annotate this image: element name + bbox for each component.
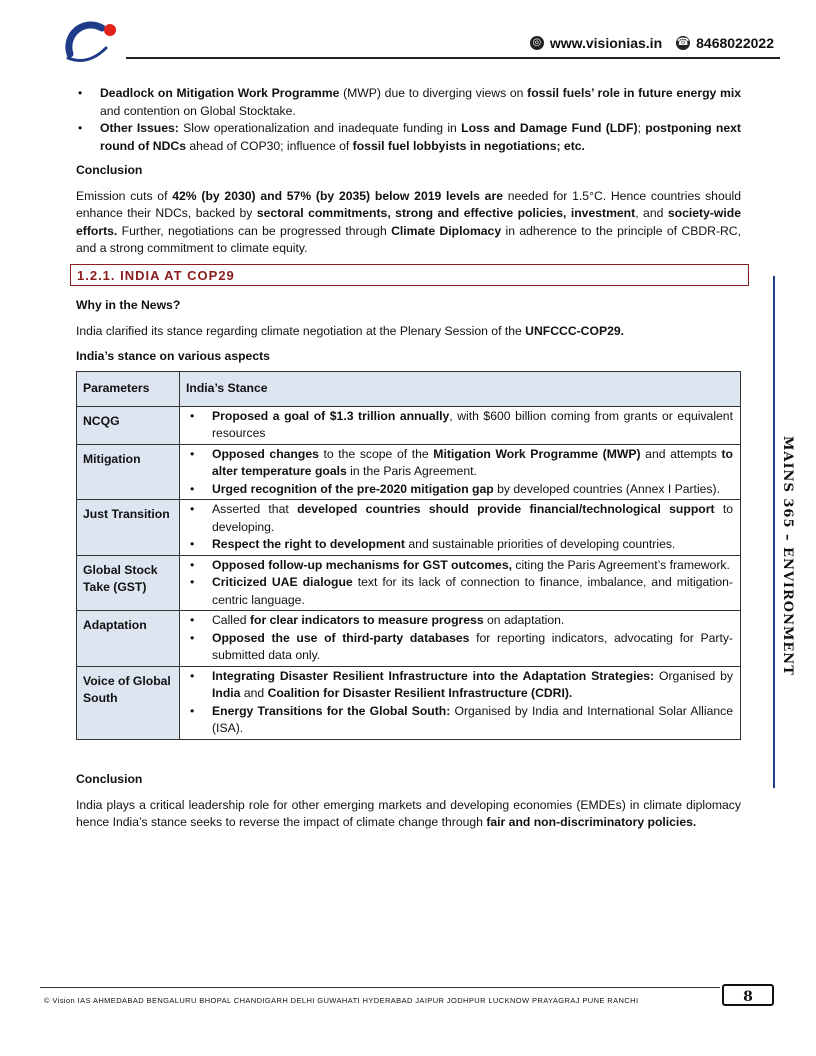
table-row	[77, 611, 741, 667]
stance-item	[186, 446, 733, 481]
table-body	[77, 406, 741, 739]
stance-cell	[180, 500, 741, 556]
text-run: (MWP) due to diverging views on	[339, 86, 528, 100]
text-run: and contention on Global Stocktake.	[100, 103, 296, 118]
stance-item	[186, 668, 733, 703]
text-run: and attempts	[640, 446, 722, 461]
stance-item	[186, 612, 733, 630]
text-run: Emission cuts of	[76, 188, 173, 203]
conclusion-1	[76, 162, 741, 258]
table-row	[77, 500, 741, 556]
parameter-cell: Global Stock Take (GST)	[77, 555, 180, 611]
stance-cell	[180, 555, 741, 611]
conclusion-2-heading: Conclusion	[76, 772, 143, 786]
stance-list	[186, 446, 733, 499]
side-label: MAINS 365 – ENVIRONMENT	[780, 436, 795, 676]
stance-item	[186, 630, 733, 665]
text-run: , with $600 billion coming from grants or equivalent resources	[212, 408, 733, 440]
text-run: on adaptation.	[483, 613, 565, 627]
text-run: and	[240, 686, 268, 700]
top-bullets	[76, 85, 741, 155]
bold-text: India	[212, 686, 241, 700]
bold-text: Loss and Damage Fund (LDF)	[461, 121, 638, 135]
stance-item	[186, 557, 733, 575]
bold-text: Mitigation Work Programme (MWP)	[433, 446, 641, 461]
stance-item	[186, 501, 733, 536]
header-parameters: Parameters	[77, 372, 180, 407]
stance-list	[186, 612, 733, 665]
table-row	[77, 444, 741, 500]
stance-list	[186, 408, 733, 443]
bold-text: UNFCCC-COP29.	[525, 323, 625, 338]
parameter-cell: Mitigation	[77, 444, 180, 500]
bold-text: Deadlock on Mitigation Work Programme	[100, 86, 340, 100]
text-run: Further, negotiations can be progressed through	[117, 223, 392, 238]
text-run: for reporting indicators, advocating for Party-submitted data only.	[212, 630, 733, 662]
text-run: text for its lack of connection to finance, imbalance, and mitigation-centric language.	[212, 575, 733, 607]
text-run: Slow operationalization and inadequate funding in	[178, 121, 462, 135]
why-text	[76, 323, 741, 341]
stance-item	[186, 574, 733, 609]
top-bullet-list	[76, 85, 741, 155]
bold-text: developed countries should provide financial/technological support	[297, 502, 715, 516]
table-row	[77, 666, 741, 739]
bold-text: Energy Transitions for the Global South:	[212, 703, 451, 718]
bold-text: Other Issues:	[100, 121, 179, 135]
stance-list	[186, 501, 733, 554]
table-row	[77, 555, 741, 611]
text-run: India plays a critical leadership role for other emerging markets and developing economies (EMDEs) in climate diplomacy hence India’s stance seeks to reverse the impact of climate change through	[76, 797, 741, 829]
header-contact	[530, 35, 774, 51]
stance-cell	[180, 406, 741, 444]
text-run: India clarified its stance regarding climate negotiation at the Plenary Session of the	[76, 323, 526, 338]
table-header-row	[77, 372, 741, 407]
side-rule	[773, 276, 775, 788]
stance-item	[186, 481, 733, 499]
text-run: to developing.	[212, 502, 733, 534]
bold-text: Opposed the use of third-party databases	[212, 630, 470, 645]
stance-item	[186, 703, 733, 738]
parameter-cell: Voice of Global South	[77, 666, 180, 739]
globe-icon: ◎	[530, 36, 544, 50]
section-heading: 1.2.1. INDIA AT COP29	[70, 264, 749, 286]
bold-text: Urged recognition of the pre-2020 mitigation gap	[212, 481, 494, 496]
text-run: , and	[635, 206, 668, 220]
website-link[interactable]: www.visionias.in	[549, 35, 663, 51]
list-item	[76, 85, 741, 120]
parameter-cell: Adaptation	[77, 611, 180, 667]
conclusion-1-text	[76, 188, 741, 258]
text-run: Asserted that	[212, 502, 298, 516]
text-run: Organised by	[654, 668, 733, 683]
bold-text: Opposed changes	[212, 446, 319, 461]
text-run: ;	[637, 121, 646, 135]
text-run: by developed countries (Annex I Parties).	[493, 481, 720, 496]
bold-text: fossil fuel lobbyists in negotiations; etc.	[352, 138, 585, 153]
stance-item	[186, 536, 733, 554]
bold-text: Criticized UAE dialogue	[212, 575, 353, 589]
why-in-news	[76, 297, 741, 366]
bold-text: fair and non-discriminatory policies.	[486, 815, 697, 829]
text-run: to the scope of the	[318, 446, 434, 461]
stance-cell	[180, 666, 741, 739]
why-heading: Why in the News?	[76, 298, 181, 312]
parameter-cell: Just Transition	[77, 500, 180, 556]
bold-text: Integrating Disaster Resilient Infrastructure into the Adaptation Strategies:	[212, 668, 655, 683]
list-item	[76, 120, 741, 155]
stance-cell	[180, 611, 741, 667]
text-run: Called	[212, 613, 250, 627]
text-run: and sustainable priorities of developing countries.	[405, 537, 676, 551]
stance-heading: India’s stance on various aspects	[76, 349, 270, 363]
bold-text: for clear indicators to measure progress	[249, 613, 484, 627]
text-run: in the Paris Agreement.	[346, 464, 477, 478]
bold-text: Respect the right to development	[212, 537, 405, 551]
bold-text: to alter temperature goals	[212, 446, 733, 478]
text-run: needed for 1.5°C. Hence countries should enhance their NDCs, backed by	[76, 188, 741, 220]
header-rule	[126, 57, 780, 59]
parameter-cell: NCQG	[77, 406, 180, 444]
bold-text: society-wide efforts.	[76, 206, 741, 238]
conclusion-2	[76, 771, 741, 832]
bold-text: Opposed follow-up mechanisms for GST outcomes,	[212, 557, 512, 572]
text-run: Organised by India and International Solar Alliance (ISA).	[212, 703, 733, 735]
bold-text: fossil fuels’ role in future energy mix	[527, 86, 741, 100]
stance-cell	[180, 444, 741, 500]
stance-table	[76, 371, 741, 740]
vision-ias-logo	[62, 20, 122, 68]
header-stance: India’s Stance	[180, 372, 741, 407]
text-run: in adherence to the principle of CBDR-RC, and a strong commitment to climate equity.	[76, 223, 741, 255]
bold-text: sectoral commitments, strong and effective policies, investment	[256, 206, 636, 220]
footer-rule	[40, 987, 720, 988]
text-run: ahead of COP30; influence of	[185, 138, 353, 153]
footer-cities: © Vision IAS AHMEDABAD BENGALURU BHOPAL CHANDIGARH DELHI GUWAHATI HYDERABAD JAIPUR JODHPUR LUCKNOW PRAYAGRAJ PUNE RANCHI	[44, 996, 639, 1005]
bold-text: Proposed a goal of $1.3 trillion annually	[212, 408, 450, 423]
phone-icon: ☎	[676, 37, 690, 48]
phone-number[interactable]: 8468022022	[696, 35, 774, 51]
bold-text: Climate Diplomacy	[391, 223, 502, 238]
bold-text: 42% (by 2030) and 57% (by 2035) below 2019 levels are	[172, 188, 503, 203]
conclusion-1-heading: Conclusion	[76, 163, 143, 177]
bold-text: Coalition for Disaster Resilient Infrastructure (CDRI).	[267, 686, 573, 700]
stance-list	[186, 557, 733, 610]
stance-item	[186, 408, 733, 443]
stance-list	[186, 668, 733, 738]
bold-text: postponing next round of NDCs	[100, 121, 741, 153]
conclusion-2-text	[76, 797, 741, 832]
table-row	[77, 406, 741, 444]
text-run: citing the Paris Agreement’s framework.	[511, 557, 730, 572]
page-number: 8	[722, 984, 774, 1006]
